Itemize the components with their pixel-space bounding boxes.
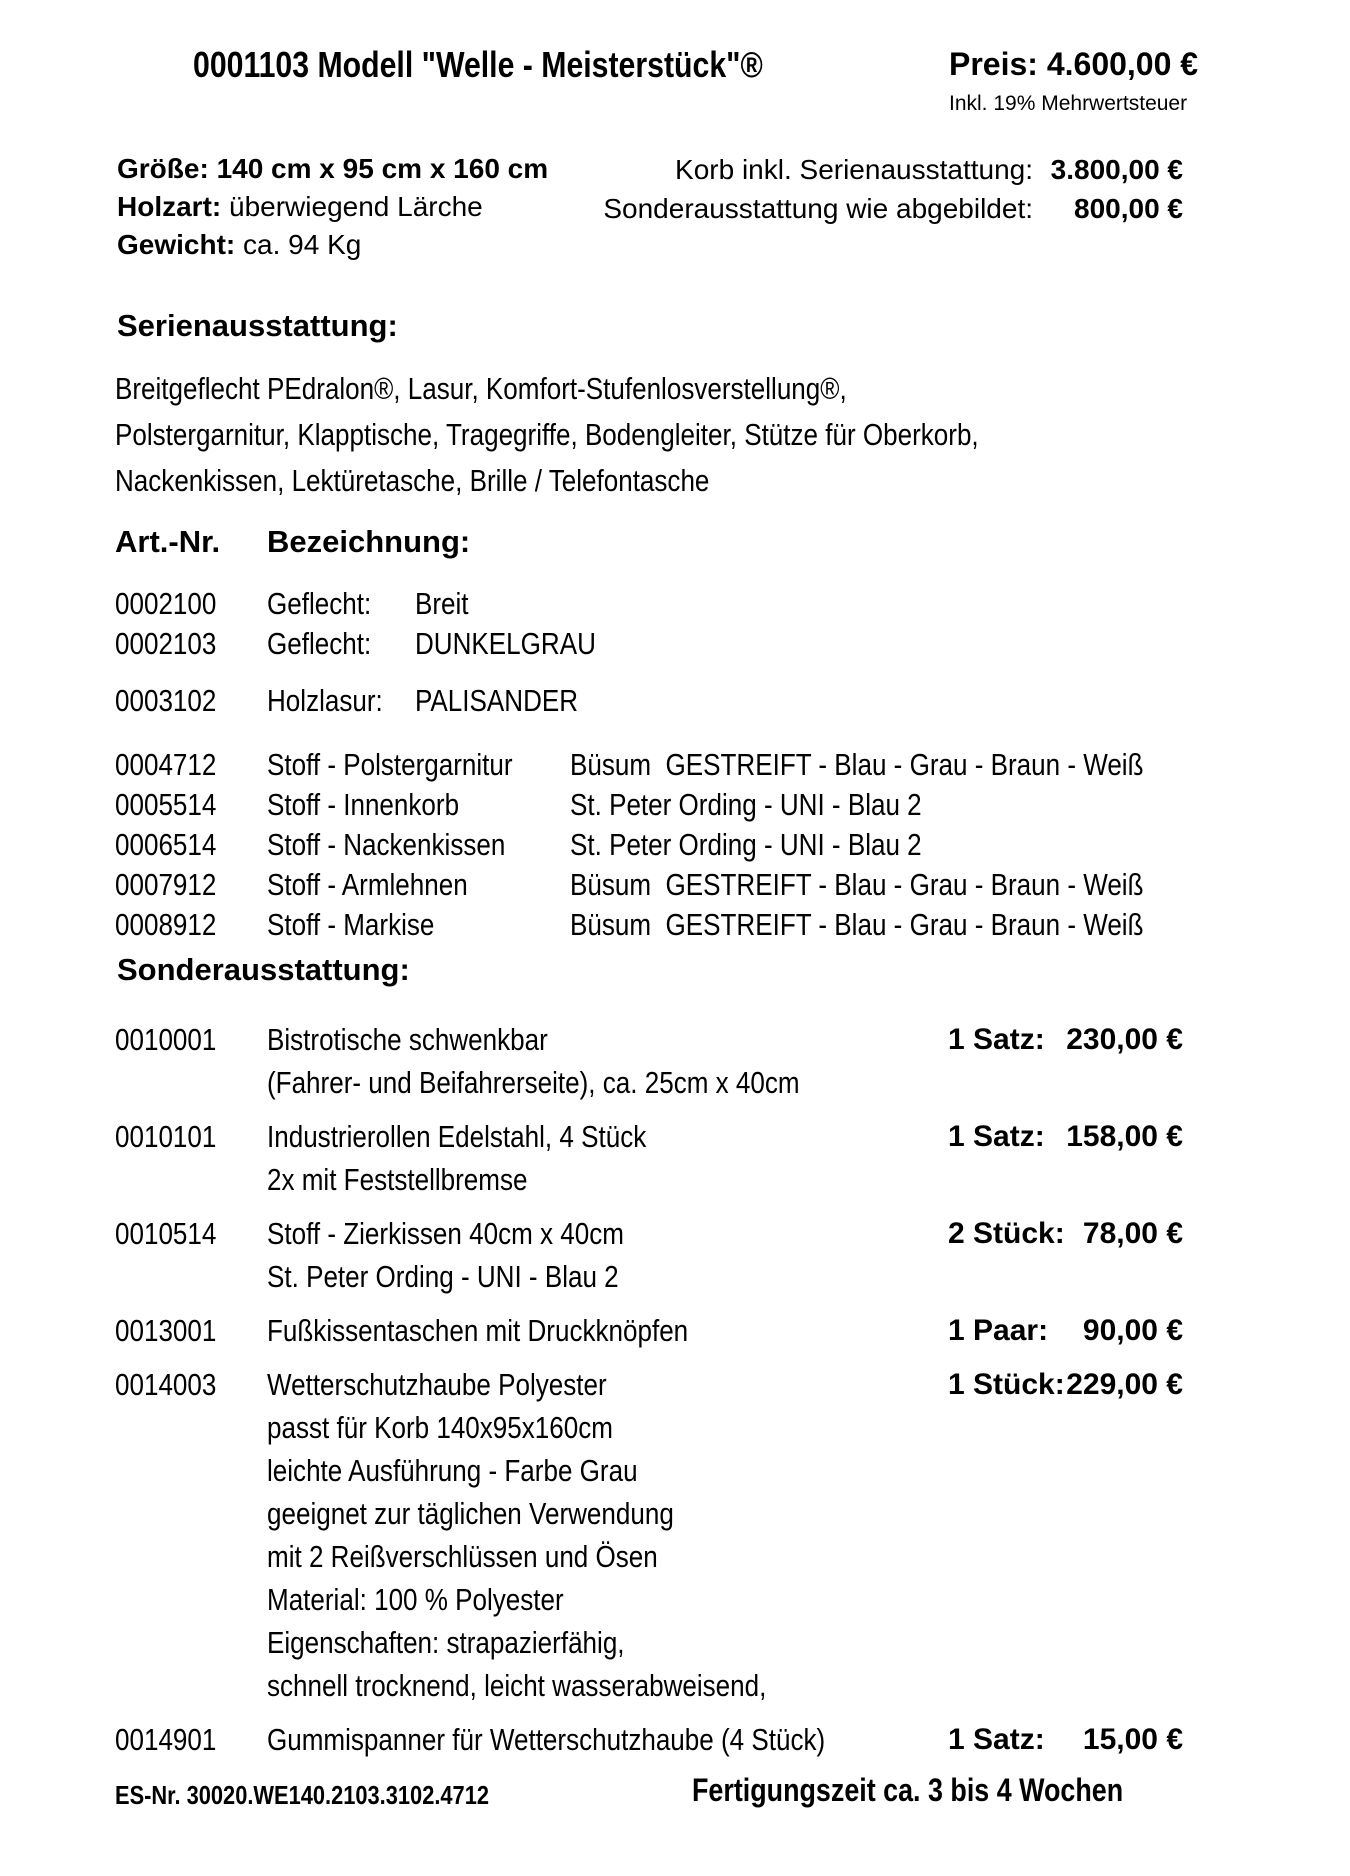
item-nr: 0010001 bbox=[115, 1022, 217, 1057]
serien-paragraph bbox=[115, 366, 1143, 504]
serien-heading: Serienausstattung: bbox=[117, 308, 398, 343]
item-price: 78,00 € bbox=[1082, 1217, 1183, 1250]
item-nr: 0014901 bbox=[115, 1722, 217, 1757]
item-line: (Fahrer- und Beifahrerseite), ca. 25cm x 40cm bbox=[267, 1065, 800, 1100]
item-line: mit 2 Reißverschlüssen und Ösen bbox=[267, 1539, 658, 1574]
item-line: Stoff - Zierkissen 40cm x 40cm bbox=[267, 1216, 624, 1251]
item-pricing bbox=[948, 1309, 1183, 1352]
doc-title-text: 0001103 Modell "Welle - Meisterstück"® bbox=[193, 44, 763, 85]
item-price: 230,00 € bbox=[1066, 1023, 1183, 1056]
item-line: passt für Korb 140x95x160cm bbox=[267, 1410, 613, 1445]
spec-value: überwiegend Lärche bbox=[229, 191, 483, 222]
artikel-nr: 0007912 bbox=[115, 867, 217, 902]
sonder-item bbox=[115, 1309, 1183, 1352]
artikel-label: Stoff - Polstergarnitur bbox=[267, 747, 513, 782]
item-price: 15,00 € bbox=[1082, 1723, 1183, 1756]
artikel-col-nr: Art.-Nr. bbox=[115, 524, 221, 559]
sonder-item bbox=[115, 1018, 1183, 1104]
item-qty: 1 Stück: bbox=[948, 1368, 1065, 1401]
summary-price: 3.800,00 € bbox=[1050, 154, 1183, 185]
artikel-nr: 0003102 bbox=[115, 683, 217, 718]
summary-row-base bbox=[550, 150, 1183, 189]
artikel-label: Stoff - Nackenkissen bbox=[267, 827, 506, 862]
artikel-label: Geflecht: bbox=[267, 586, 372, 621]
item-nr: 0014003 bbox=[115, 1367, 217, 1402]
artikel-label: Stoff - Armlehnen bbox=[267, 867, 468, 902]
item-line: geeignet zur täglichen Verwendung bbox=[267, 1496, 674, 1531]
summary-row-extras bbox=[550, 189, 1183, 228]
artikel-nr: 0002103 bbox=[115, 626, 217, 661]
spec-label: Gewicht: bbox=[117, 229, 236, 260]
sonder-heading: Sonderausstattung: bbox=[117, 952, 410, 987]
artikel-label: Stoff - Markise bbox=[267, 907, 435, 942]
artikel-value: Büsum GESTREIFT - Blau - Grau - Braun - Weiß bbox=[570, 907, 1144, 942]
item-pricing bbox=[948, 1212, 1183, 1298]
item-qty: 1 Satz: bbox=[948, 1023, 1045, 1056]
item-desc bbox=[267, 1212, 948, 1298]
artikel-value: Breit bbox=[415, 586, 469, 621]
spec-value: ca. 94 Kg bbox=[243, 229, 362, 260]
artikel-col-name: Bezeichnung: bbox=[267, 524, 471, 559]
item-nr: 0010101 bbox=[115, 1119, 217, 1154]
spec-label: Holzart: bbox=[117, 191, 222, 222]
item-line: Wetterschutzhaube Polyester bbox=[267, 1367, 607, 1402]
artikel-value: DUNKELGRAU bbox=[415, 626, 596, 661]
artikel-nr: 0002100 bbox=[115, 586, 217, 621]
item-line: Bistrotische schwenkbar bbox=[267, 1022, 548, 1057]
spec-row-size bbox=[117, 150, 548, 188]
sonder-item bbox=[115, 1718, 1183, 1761]
artikel-nr: 0005514 bbox=[115, 787, 217, 822]
item-line: 2x mit Feststellbremse bbox=[267, 1162, 528, 1197]
spec-label: Größe: bbox=[117, 153, 209, 184]
item-desc bbox=[267, 1018, 948, 1104]
item-desc bbox=[267, 1363, 948, 1707]
item-qty: 1 Satz: bbox=[948, 1120, 1045, 1153]
artikel-value: PALISANDER bbox=[415, 683, 579, 718]
item-line: leichte Ausführung - Farbe Grau bbox=[267, 1453, 638, 1488]
es-number: ES-Nr. 30020.WE140.2103.3102.4712 bbox=[115, 1780, 489, 1810]
artikel-label: Holzlasur: bbox=[267, 683, 383, 718]
artikel-nr: 0008912 bbox=[115, 907, 217, 942]
spec-list bbox=[117, 150, 548, 264]
item-pricing bbox=[948, 1718, 1183, 1761]
artikel-group-lasur bbox=[115, 681, 609, 721]
item-line: Industrierollen Edelstahl, 4 Stück bbox=[267, 1119, 647, 1154]
item-nr: 0010514 bbox=[115, 1216, 217, 1251]
item-price: 229,00 € bbox=[1066, 1368, 1183, 1401]
artikel-group-geflecht bbox=[115, 584, 630, 664]
item-qty: 2 Stück: bbox=[948, 1217, 1065, 1250]
summary-label: Sonderausstattung wie abgebildet: bbox=[603, 193, 1033, 224]
artikel-nr: 0006514 bbox=[115, 827, 217, 862]
vat-note: Inkl. 19% Mehrwertsteuer bbox=[949, 92, 1188, 115]
item-line: Gummispanner für Wetterschutzhaube (4 Stück) bbox=[267, 1722, 826, 1757]
item-line: Material: 100 % Polyester bbox=[267, 1582, 564, 1617]
item-pricing bbox=[948, 1115, 1183, 1201]
sonder-item bbox=[115, 1363, 1183, 1707]
item-qty: 1 Paar: bbox=[948, 1314, 1049, 1347]
item-line: Eigenschaften: strapazierfähig, bbox=[267, 1625, 625, 1660]
artikel-value: Büsum GESTREIFT - Blau - Grau - Braun - Weiß bbox=[570, 867, 1144, 902]
item-pricing bbox=[948, 1363, 1183, 1707]
total-price: Preis: 4.600,00 € bbox=[949, 46, 1199, 82]
doc-title bbox=[193, 44, 871, 86]
artikel-nr: 0004712 bbox=[115, 747, 217, 782]
artikel-header bbox=[115, 522, 470, 562]
item-line: schnell trocknend, leicht wasserabweisend, bbox=[267, 1668, 767, 1703]
item-desc bbox=[267, 1115, 948, 1201]
artikel-label: Geflecht: bbox=[267, 626, 372, 661]
artikel-value: St. Peter Ording - UNI - Blau 2 bbox=[570, 787, 922, 822]
sonder-item bbox=[115, 1212, 1183, 1298]
paragraph-line: Breitgeflecht PEdralon®, Lasur, Komfort-Stufenlosverstellung®, bbox=[115, 371, 847, 406]
item-line: Fußkissentaschen mit Druckknöpfen bbox=[267, 1313, 689, 1348]
item-desc bbox=[267, 1309, 948, 1352]
spec-value: 140 cm x 95 cm x 160 cm bbox=[216, 153, 549, 184]
summary-label: Korb inkl. Serienausstattung: bbox=[675, 154, 1033, 185]
spec-row-weight bbox=[117, 226, 548, 264]
production-time: Fertigungszeit ca. 3 bis 4 Wochen bbox=[692, 1772, 1124, 1808]
price-summary bbox=[550, 150, 1183, 228]
paragraph-line: Polstergarnitur, Klapptische, Tragegriffe, Bodengleiter, Stütze für Oberkorb, bbox=[115, 417, 979, 452]
artikel-group-stoff bbox=[115, 745, 1253, 945]
paragraph-line: Nackenkissen, Lektüretasche, Brille / Telefontasche bbox=[115, 463, 710, 498]
item-pricing bbox=[948, 1018, 1183, 1104]
artikel-label: Stoff - Innenkorb bbox=[267, 787, 460, 822]
item-line: St. Peter Ording - UNI - Blau 2 bbox=[267, 1259, 619, 1294]
item-price: 158,00 € bbox=[1066, 1120, 1183, 1153]
artikel-value: St. Peter Ording - UNI - Blau 2 bbox=[570, 827, 922, 862]
sonder-item bbox=[115, 1115, 1183, 1201]
sonder-items bbox=[115, 1018, 1183, 1772]
item-qty: 1 Satz: bbox=[948, 1723, 1045, 1756]
item-nr: 0013001 bbox=[115, 1313, 217, 1348]
item-desc bbox=[267, 1718, 948, 1761]
item-price: 90,00 € bbox=[1082, 1314, 1183, 1347]
artikel-value: Büsum GESTREIFT - Blau - Grau - Braun - Weiß bbox=[570, 747, 1144, 782]
summary-price: 800,00 € bbox=[1074, 193, 1183, 224]
spec-row-wood bbox=[117, 188, 548, 226]
